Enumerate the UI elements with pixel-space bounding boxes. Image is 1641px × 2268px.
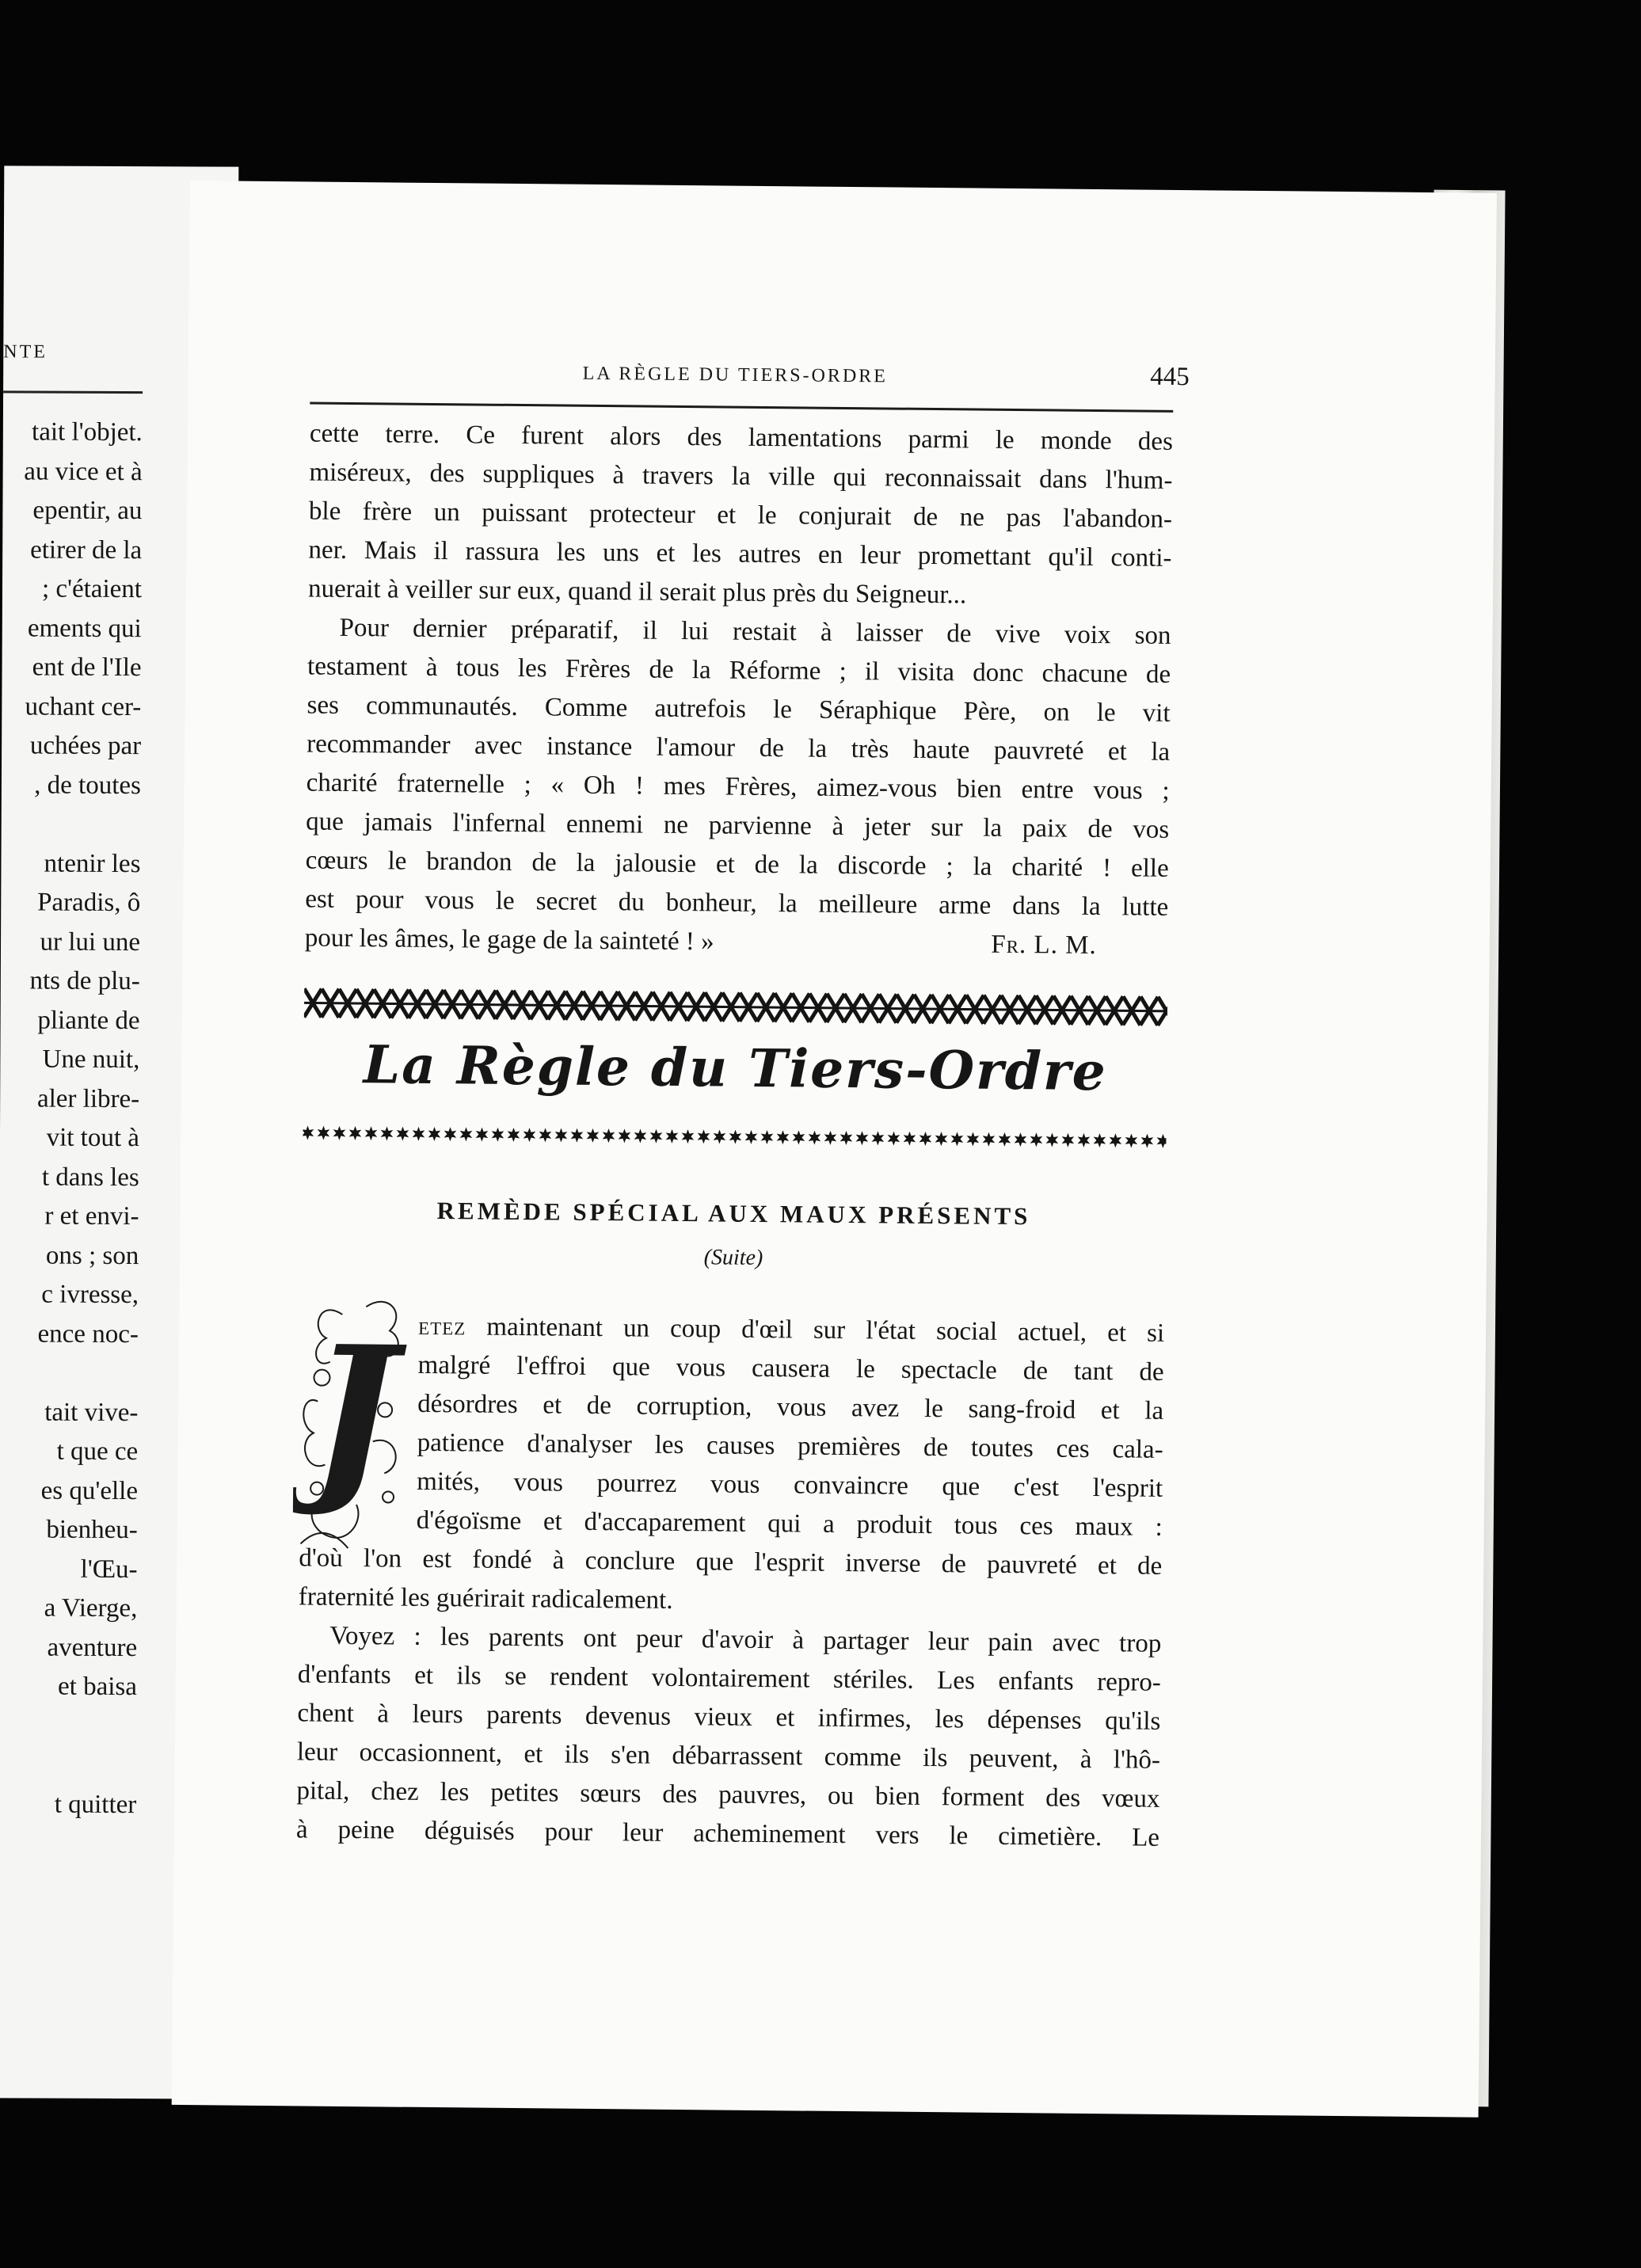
left-text-line: l'Œu- — [80, 1554, 138, 1584]
left-text-line: tait vive- — [44, 1398, 139, 1427]
text-line: chent à leurs parents devenus vieux et infirmes, les dépenses qu'ils — [297, 1699, 1161, 1736]
article-body — [296, 1306, 1165, 1857]
text-line: d'où l'on est fondé à conclure que l'esprit inverse de pauvreté et de — [299, 1543, 1163, 1581]
left-line-gap — [18, 1707, 137, 1746]
left-text-line: au vice et à — [24, 456, 143, 486]
left-text-line: , de toutes — [34, 771, 141, 800]
left-text-line: ements qui — [27, 614, 142, 643]
text-line: ble frère un puissant protecteur et le conjurait de ne pas l'abandon- — [308, 497, 1173, 534]
text-line: patience d'analyser les causes premières de toutes ces cala- — [417, 1428, 1163, 1464]
left-text-line: t dans les — [41, 1163, 139, 1192]
decorative-lattice-band — [304, 985, 1167, 1028]
text-line: ses communautés. Comme autrefois le Séraphique Père, on le vit — [306, 691, 1171, 728]
article-subtitle: REMÈDE SPÉCIAL AUX MAUX PRÉSENTS — [436, 1197, 1031, 1231]
text-line: d'enfants et ils se rendent volontairement stériles. Les enfants repro- — [297, 1660, 1162, 1697]
text-line: que jamais l'infernal ennemi ne parvienne à jeter sur la paix de vos — [306, 807, 1170, 844]
left-text-line: tait l'objet. — [32, 417, 143, 447]
left-text-line: Paradis, ô — [37, 888, 141, 918]
left-line-gap — [18, 1745, 137, 1785]
left-text-line: aler libre- — [36, 1084, 140, 1113]
paragraph-2 — [305, 608, 1171, 965]
left-text-line: ons ; son — [45, 1241, 139, 1270]
text-line: mités, vous pourrez vous convaincre que c'est l'esprit — [417, 1467, 1163, 1503]
left-text-line: ur lui une — [40, 927, 141, 957]
running-head — [310, 360, 1189, 401]
paragraph-1 — [308, 414, 1173, 616]
text-line-rest: maintenant un coup d'œil sur l'état social actuel, et si — [466, 1312, 1165, 1348]
text-line: désordres et de corruption, vous avez le sang-froid et la — [417, 1389, 1164, 1425]
left-running-head: NTE — [3, 341, 48, 363]
left-text-line: ence noc- — [37, 1319, 139, 1349]
paragraph-3 — [299, 1306, 1165, 1624]
text-line: Voyez : les parents ont peur d'avoir à partager leur pain avec trop — [329, 1621, 1162, 1658]
dropcap-letter: J — [309, 1306, 398, 1521]
main-page — [172, 181, 1497, 2118]
left-text-line: uchant cer- — [25, 691, 142, 721]
left-text-line: etirer de la — [30, 535, 143, 565]
text-line: testament à tous les Frères de la Réforme ; il visita donc chacune de — [306, 652, 1171, 689]
left-text-column — [18, 413, 143, 1825]
left-text-line: a Vierge, — [44, 1593, 138, 1623]
left-text-line: bienheu- — [46, 1515, 138, 1545]
text-line: d'égoïsme et d'accaparement qui a produit tous ces maux : — [416, 1505, 1163, 1542]
left-line-gap — [22, 805, 141, 844]
left-text-line: c ivresse, — [41, 1280, 139, 1310]
header-rule — [310, 401, 1173, 412]
left-text-line: r et envi- — [44, 1201, 139, 1231]
left-text-line: nts de plu- — [29, 966, 140, 996]
text-line: nuerait à veiller sur eux, quand il serait plus près du Seigneur... — [307, 574, 967, 610]
left-text-line: vit tout à — [46, 1123, 140, 1153]
left-text-line: Une nuit, — [42, 1045, 140, 1075]
left-text-line: epentir, au — [32, 496, 143, 526]
page-number: 445 — [1150, 362, 1190, 392]
running-title: LA RÈGLE DU TIERS-ORDRE — [582, 363, 889, 387]
left-text-line: uchées par — [29, 731, 142, 761]
author-signature: Fr. L. M. — [991, 930, 1097, 961]
page-content — [295, 181, 1191, 1852]
text-line — [418, 1307, 1164, 1353]
text-line: charité fraternelle ; « Oh ! mes Frères, aimez-vous bien entre vous ; — [306, 768, 1170, 805]
text-line: pour les âmes, le gage de la sainteté ! » — [304, 923, 714, 957]
left-text-line: ent de l'Ile — [32, 653, 142, 683]
text-line: est pour vous le secret du bonheur, la meilleure arme dans la lutte — [305, 885, 1169, 922]
article-end-block — [305, 414, 1174, 965]
text-line: miséreux, des suppliques à travers la ville qui reconnaissait dans l'hum- — [309, 458, 1173, 495]
left-line-gap — [20, 1353, 139, 1393]
text-line: fraternité les guérirait radicalement. — [298, 1582, 673, 1615]
left-text-line: aventure — [47, 1633, 138, 1662]
left-text-line: t que ce — [56, 1437, 139, 1467]
left-text-line: et baisa — [57, 1672, 138, 1702]
text-line: ner. Mais il rassura les uns et les autres en leur promettant qu'il conti- — [308, 535, 1172, 573]
left-text-line: pliante de — [37, 1006, 140, 1035]
text-line: à peine déguisés pour leur acheminement vers le cimetière. Le — [295, 1815, 1160, 1852]
paragraph-4 — [296, 1616, 1162, 1857]
opening-word: etez — [417, 1311, 466, 1341]
decorative-star-rule — [303, 1122, 1166, 1151]
left-text-line: t quitter — [54, 1790, 137, 1819]
section-title: La Règle du Tiers-Ordre — [363, 1033, 1108, 1103]
left-text-line: es qu'elle — [40, 1476, 139, 1505]
text-line: cette terre. Ce furent alors des lamentations parmi le monde des — [309, 419, 1174, 456]
text-line: recommander avec instance l'amour de la très haute pauvreté et la — [306, 729, 1171, 767]
left-text-line: ntenir les — [44, 849, 141, 878]
left-head-rule — [3, 390, 143, 394]
text-line-with-signature — [305, 919, 1168, 965]
text-line: pital, chez les petites sœurs des pauvres, ou bien forment des vœux — [296, 1776, 1160, 1813]
text-line: malgré l'effroi que vous causera le spectacle de tant de — [417, 1350, 1164, 1387]
text-line: leur occasionnent, et ils s'en débarrassent comme ils peuvent, à l'hô- — [296, 1737, 1161, 1775]
text-line: cœurs le brandon de la jalousie et de la discorde ; la charité ! elle — [305, 846, 1169, 883]
continued-note: (Suite) — [703, 1245, 763, 1271]
left-text-line: ; c'étaient — [41, 574, 143, 604]
text-line: Pour dernier préparatif, il lui restait à laisser de vive voix son — [339, 613, 1171, 650]
